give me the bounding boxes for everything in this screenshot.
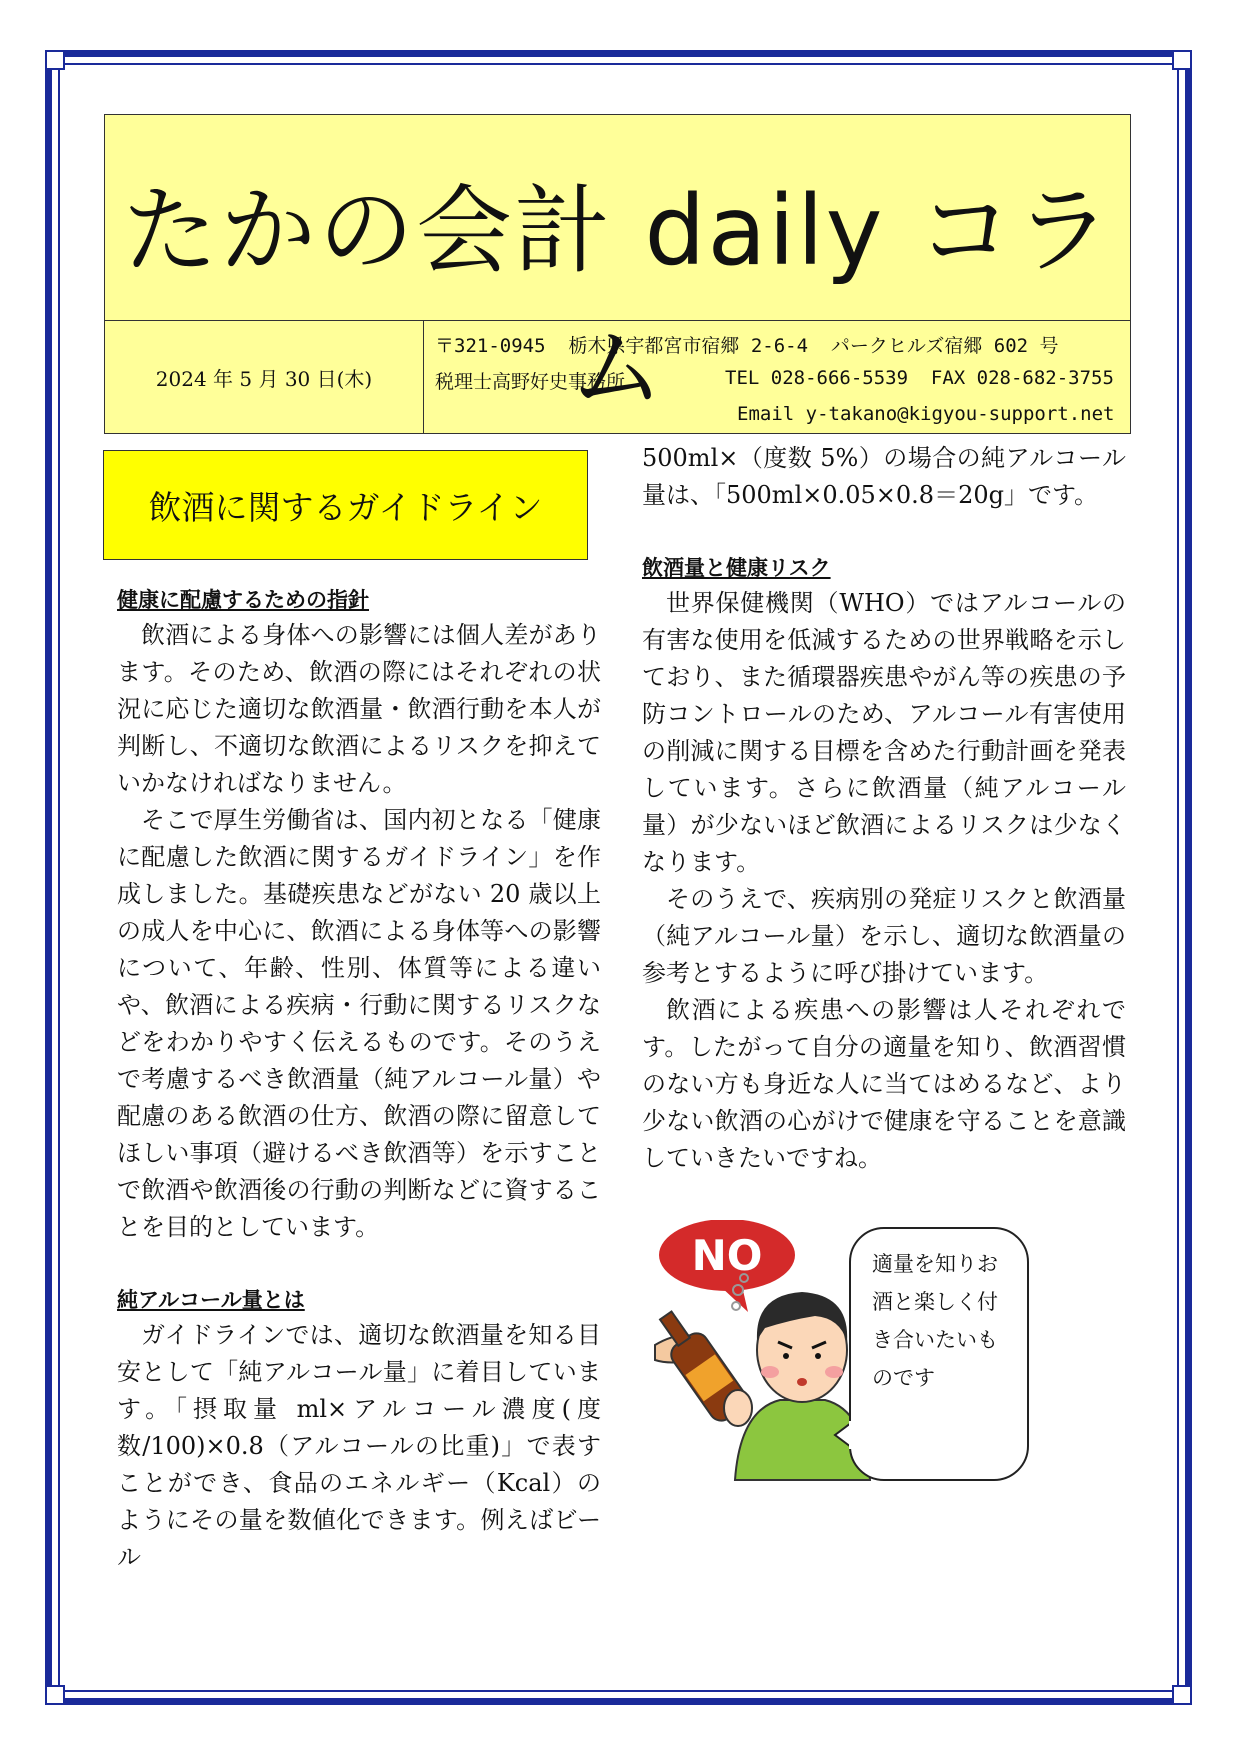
paragraph: そこで厚生労働省は、国内初となる「健康に配慮した飲酒に関するガイドライン」を作成しました。基礎疾患などがない 20 歳以上の成人を中心に、飲酒による身体等への影響について、年齢、性別、体質等による違いや、飲酒による疾病・行動に関するリスクなどをわかりやすく伝えるものです。そのうえで考慮するべき飲酒量（純アルコール量）や配慮のある飲酒の仕方、飲酒の際に留意してほしい事項（避けるべき飲酒等）を示すことで飲酒や飲酒後の行動の判断などに資することを目的としています。 [117,806,601,1241]
section-title-guideline: 健康に配慮するための指針 [117,588,369,612]
speech-bubble-text [872,1245,1022,1397]
newsletter-header [104,114,1131,434]
border-corner [1172,50,1192,70]
section-title-health-risk: 飲酒量と健康リスク [642,556,831,580]
paragraph: 世界保健機関（WHO）ではアルコールの有害な使用を低減するための世界戦略を示しており、また循環器疾患やがん等の疾患の予防コントロールのため、アルコール有害使用の削減に関する目標を含めた行動計画を発表しています。さらに飲酒量（純アルコール量）が少ないほど飲酒によるリスクは少なくなります。 [642,589,1126,876]
header-info-row [105,320,1130,434]
office-name: 税理士高野好史事務所 [435,371,626,393]
border-corner [1172,1685,1192,1705]
office-phone-fax: TEL 028-666-5539 FAX 028-682-3755 [725,367,1114,389]
paragraph: そのうえで、疾病別の発症リスクと飲酒量（純アルコール量）を示し、適切な飲酒量の参考とするように呼び掛けています。 [642,885,1126,987]
no-sign-icon [659,1220,795,1312]
right-column [642,440,1126,1177]
section-title-pure-alcohol: 純アルコール量とは [117,1288,305,1312]
page-title: たかの会計 daily コラム [122,175,1113,424]
border-corner [45,50,65,70]
speech-line: 適量を知りお [872,1252,998,1276]
article-heading: 飲酒に関するガイドライン [103,450,588,560]
speech-line: 酒と楽しく付 [872,1290,998,1314]
no-drinking-illustration [640,1220,1120,1500]
left-column [117,583,601,1576]
paragraph: 飲酒による身体への影響には個人差があります。そのため、飲酒の際にはそれぞれの状況に応じた適切な飲酒量・飲酒行動を本人が判断し、不適切な飲酒によるリスクを抑えていかなければなりません。 [117,621,601,797]
office-address: 〒321-0945 栃木県宇都宮市宿郷 2-6-4 パークヒルズ宿郷 602 号 [435,335,1059,357]
paragraph: 飲酒による疾患への影響は人それぞれです。したがって自分の適量を知り、飲酒習慣のない方も身近な人に当てはめるなど、より少ない飲酒の心がけで健康を守ることを意識していきたいですね。 [642,996,1126,1172]
office-email[interactable]: Email y-takano@kigyou-support.net [737,403,1115,425]
border-corner [45,1685,65,1705]
speech-line: のです [872,1366,935,1390]
no-sign-text: NO [691,1231,763,1280]
speech-line: き合いたいも [872,1328,998,1352]
paragraph: ガイドラインでは、適切な飲酒量を知る目安として「純アルコール量」に着目しています。「摂取量 ml×アルコール濃度(度数/100)×0.8（アルコールの比重)」で表すことができ、食品のエネルギー（Kcal）のようにその量を数値化できます。例えばビール [117,1321,601,1571]
paragraph-continued: 500ml×（度数 5%）の場合の純アルコール量は、「500ml×0.05×0.8＝20g」です。 [642,444,1126,509]
issue-date: 2024 年 5 月 30 日(木) [105,321,424,434]
